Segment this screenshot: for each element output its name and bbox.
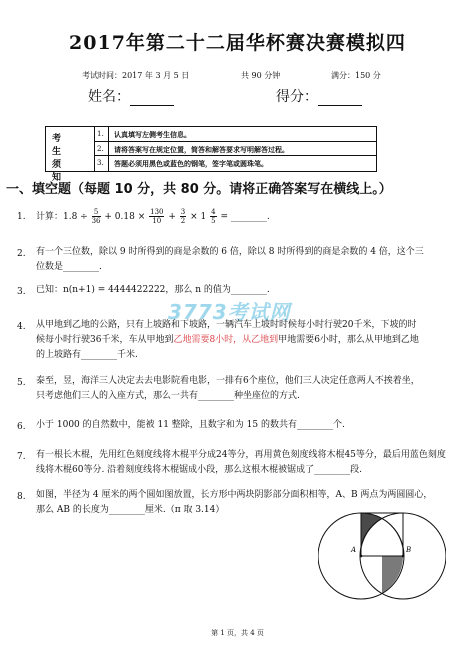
two-circles-figure (318, 502, 446, 608)
center-b-dot (402, 555, 405, 558)
red-highlight-text: 乙地需要8小时，从乙地到 (173, 335, 279, 345)
center-a-dot (360, 555, 363, 558)
score-label: 得分： (276, 89, 318, 105)
question-7: 有一根长木棍，先用红色刻度线将木棍平分成24等分，再用黄色刻度线将木棍45等分，最后用蓝色刻度 线将木棍60等分. 沿着刻度线将木棍锯成小段，那么这根木棍被锯成了________段. (36, 450, 446, 475)
notice-item-2: 请将答案写在规定位置，简答和解答要求写明解答过程。 (114, 145, 289, 154)
notice-item-3: 答题必须用黑色或蓝色的钢笔，签字笔或圆珠笔。 (114, 159, 268, 168)
notice-num-2: 2. (97, 145, 104, 153)
candidate-notice-box (45, 126, 377, 183)
question-3: 已知：n(n+1) = 4444422222，那么 n 的值为________. (36, 285, 270, 295)
q1-text: × 1 (190, 212, 207, 222)
notice-num-3: 3. (97, 159, 104, 167)
notice-item-1: 认真填写左侧考生信息。 (114, 130, 191, 139)
fraction: $\frac{4}{5}$ (211, 208, 216, 225)
question-2-number: 2. (17, 249, 26, 259)
question-2: 有一个三位数，除以 9 时所得到的商是余数的 6 倍，除以 8 时所得到的商是余数的 4 倍，这个三 位数是________. (36, 247, 424, 272)
fraction: $\frac{3}{2}$ (180, 208, 186, 225)
notice-label-bottom: 须知 (52, 160, 76, 183)
question-4-number: 4. (17, 322, 26, 332)
fraction: $\frac{5}{36}$ (91, 208, 101, 225)
question-4: 从甲地到乙地的公路，只有上坡路和下坡路，一辆汽车上坡时时候每小时行驶20千米，下坡的时 候每小时行驶36千米，车从甲地到乙地需要8小时，从乙地到甲地需要6小时，那么从甲地到乙地 的上坡路有________千米. (36, 320, 419, 360)
question-1-number: 1. (17, 212, 26, 222)
fraction: $\frac{130}{10}$ (150, 208, 164, 225)
score-blank (318, 91, 362, 106)
watermark-logo: 3773考试网 (168, 300, 291, 324)
section-heading: 一、填空题（每题 10 分，共 80 分。请将正确答案写在横线上。） (6, 182, 392, 197)
notice-label-cell (46, 127, 95, 183)
page-title: 2017年第二十二届华杯赛决赛模拟四 (69, 32, 406, 54)
question-8-number: 8. (17, 492, 26, 502)
full-score: 满分：150 分 (331, 71, 381, 80)
question-5-number: 5. (17, 378, 26, 388)
q1-text: 计算：1.8 ÷ (36, 212, 88, 222)
exam-time: 考试时间：2017 年 3 月 5 日 (82, 71, 190, 80)
name-field (88, 86, 174, 106)
question-6-number: 6. (17, 422, 26, 432)
q1-text: + (168, 212, 176, 222)
exam-duration: 共 90 分钟 (241, 71, 281, 80)
notice-num-1: 1. (97, 130, 104, 138)
question-6: 小于 1000 的自然数中，能被 11 整除，且数字和为 15 的数共有________个. (36, 420, 345, 430)
name-blank (130, 91, 174, 106)
question-5: 泰至，昱，海洋三人决定去去电影院看电影，一排有6个座位，他们三人决定任意两人不挨着坐， 只考虑他们三人的入座方式，那么一共有________种坐座位的方式. (36, 376, 420, 401)
question-7-number: 7. (17, 452, 26, 462)
notice-label-top: 考生 (52, 134, 76, 157)
label-a: A (351, 546, 357, 554)
question-8: 如图，半径为 4 厘米的两个圆如图放置，长方形中两块阴影部分面积相等，A、B 两点为两圆圆心， 那么 AB 的长度为________厘米.（π 取 3.14） (36, 490, 433, 515)
question-1 (36, 202, 270, 232)
name-label: 姓名： (88, 89, 130, 105)
notice-number-column (94, 127, 109, 171)
question-3-number: 3. (17, 287, 26, 297)
notice-divider (94, 155, 376, 156)
q1-text: + 0.18 × (104, 212, 146, 222)
notice-divider (94, 141, 376, 142)
label-b: B (406, 546, 412, 554)
q1-answer-blank: = ________. (220, 212, 270, 222)
page-footer: 第 1 页，共 4 页 (211, 629, 264, 637)
score-field (276, 86, 362, 106)
